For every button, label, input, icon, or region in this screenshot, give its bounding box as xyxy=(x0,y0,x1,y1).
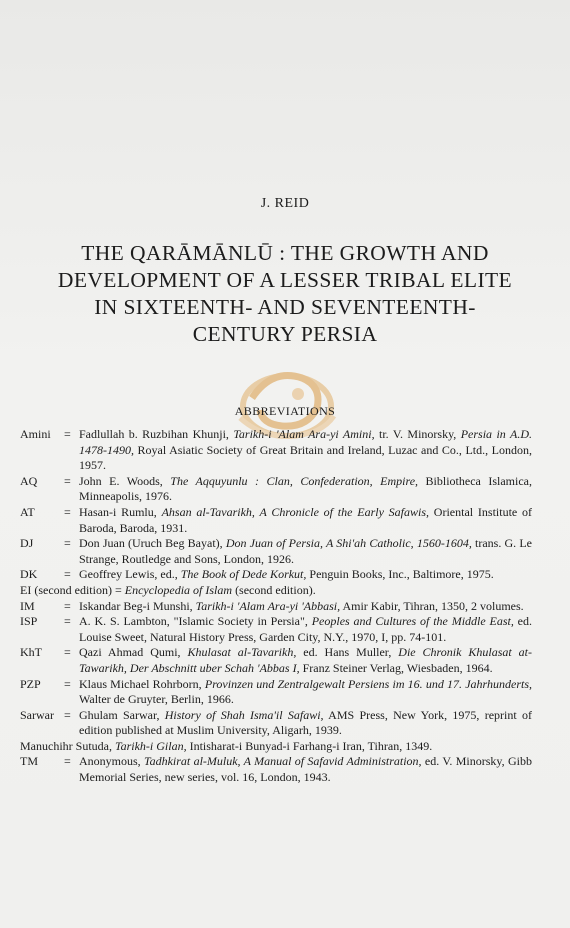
text-part: Intisharat-i Bunyad-i Farhang-i Iran, Tihran, 1349. xyxy=(186,738,433,753)
abbreviation-key: ISP xyxy=(20,614,38,629)
text-part: Bibliotheca Islamica, Minneapolis, 1976. xyxy=(79,473,532,504)
abbreviation-entry xyxy=(20,708,532,739)
italic-title: Don Juan of Persia, A Shi'ah Catholic, 1560-1604, xyxy=(225,536,472,551)
author-name: J. REID xyxy=(260,196,310,211)
abbreviation-key: AT xyxy=(20,504,35,519)
equals-sign: = xyxy=(64,707,71,722)
title-line: THE QARĀMĀNLŪ : THE GROWTH AND xyxy=(81,241,489,265)
abbreviation-key: Amini xyxy=(20,427,51,441)
abbreviation-text xyxy=(79,645,532,676)
italic-title: Die Chronik Khulasat at-Tawarikh, Der Abschnitt uber Schah 'Abbas I, xyxy=(79,645,532,675)
text-part: (second edition). xyxy=(232,582,316,597)
abbreviation-entry xyxy=(20,645,532,676)
text-part: Ghulam Sarwar, xyxy=(79,707,165,722)
abbreviation-key: DK xyxy=(20,567,38,582)
italic-title: Peoples and Cultures of the Middle East, xyxy=(311,614,514,629)
text-part: Qazi Ahmad Qumi, xyxy=(79,645,188,660)
article-title xyxy=(20,240,550,348)
text-part: Geoffrey Lewis, ed., xyxy=(79,567,181,582)
abbreviation-text xyxy=(79,567,532,583)
equals-sign: = xyxy=(64,567,71,582)
abbreviation-entry xyxy=(20,505,532,536)
abbreviation-key: TM xyxy=(20,754,38,769)
text-part: EI (second edition) = xyxy=(20,582,125,597)
text-part: Klaus Michael Rohrborn, xyxy=(79,676,205,691)
text-part: ed. Louise Sweet, Natural History Press, Garden City, N.Y., 1970, I, pp. 74-101. xyxy=(79,614,533,644)
abbreviation-key: KhT xyxy=(20,645,42,660)
text-part: Penguin Books, Inc., Baltimore, 1975. xyxy=(306,567,494,582)
italic-title: Tarikh-i Gilan, xyxy=(115,738,187,753)
abbreviation-text xyxy=(79,754,532,785)
italic-title: Khulasat al-Tavarikh, xyxy=(187,645,297,660)
abbreviation-text xyxy=(79,474,532,505)
text-part: Oriental Institute of Baroda, Baroda, 1931. xyxy=(79,504,533,535)
text-part: Manuchihr Sutuda, xyxy=(20,738,115,753)
text-part: A. K. S. Lambton, "Islamic Society in Persia", xyxy=(79,614,312,629)
text-part: Anonymous, xyxy=(79,754,144,769)
abbreviation-text xyxy=(79,536,532,567)
abbreviation-text xyxy=(79,708,532,739)
equals-sign: = xyxy=(64,614,71,629)
abbreviation-key: AQ xyxy=(20,473,38,488)
italic-title: History of Shah Isma'il Safawi, xyxy=(164,707,324,722)
text-part: Fadlullah b. Ruzbihan Khunji, xyxy=(79,427,234,441)
abbreviation-text xyxy=(79,614,532,645)
abbreviation-entry xyxy=(20,677,532,708)
abbreviation-entry xyxy=(20,599,532,615)
equals-sign: = xyxy=(64,536,71,551)
abbreviation-entry xyxy=(20,614,532,645)
equals-sign: = xyxy=(64,473,71,488)
text-part: Amir Kabir, Tihran, 1350, 2 volumes. xyxy=(340,598,524,613)
italic-title: Tadhkirat al-Muluk, A Manual of Safavid Administration, xyxy=(144,754,422,769)
italic-title: Persia in A.D. 1478-1490, xyxy=(79,427,532,457)
text-part: Franz Steiner Verlag, Wiesbaden, 1964. xyxy=(299,660,493,675)
text-part: AMS Press, New York, 1975, reprint of edition published at Muslim University, Aligarh, 1939. xyxy=(79,707,532,738)
abbreviation-key: PZP xyxy=(20,676,41,691)
italic-title: The Aqquyunlu : Clan, Confederation, Empire, xyxy=(170,473,419,488)
text-part: Don Juan (Uruch Beg Bayat), xyxy=(79,536,226,551)
italic-title: The Book of Dede Korkut, xyxy=(180,567,307,582)
abbreviation-text xyxy=(79,427,532,474)
italic-title: Tarikh-i 'Alam Ara-yi Amini, xyxy=(233,427,375,441)
abbreviation-text xyxy=(79,599,532,615)
abbreviation-entry xyxy=(20,474,532,505)
title-line: CENTURY PERSIA xyxy=(192,322,378,346)
italic-title: Ahsan al-Tavarikh, A Chronicle of the Early Safawis, xyxy=(161,504,430,519)
italic-title: Tarikh-i 'Alam Ara-yi 'Abbasi, xyxy=(195,598,341,613)
abbreviation-entry xyxy=(20,583,532,599)
text-part: Walter de Gruyter, Berlin, 1966. xyxy=(79,692,234,707)
title-line: DEVELOPMENT OF A LESSER TRIBAL ELITE xyxy=(57,268,513,292)
equals-sign: = xyxy=(64,598,71,613)
abbreviation-entry xyxy=(20,754,532,785)
equals-sign: = xyxy=(64,504,71,519)
italic-title: Encyclopedia of Islam xyxy=(124,582,233,597)
abbreviation-text xyxy=(79,677,532,708)
abbreviation-entry xyxy=(20,536,532,567)
abbreviation-key: Sarwar xyxy=(20,707,54,722)
title-line: IN SIXTEENTH- AND SEVENTEENTH- xyxy=(94,295,476,319)
abbreviation-entry xyxy=(20,427,532,474)
abbreviation-text xyxy=(20,583,532,599)
abbreviations-list xyxy=(20,427,532,786)
equals-sign: = xyxy=(64,427,71,441)
text-part: tr. V. Minorsky, xyxy=(374,427,461,441)
abbreviation-key: DJ xyxy=(20,536,34,551)
text-part: trans. G. Le Strange, Routledge and Sons, London, 1926. xyxy=(79,536,532,566)
abbreviation-entry xyxy=(20,739,532,755)
text-part: Royal Asiatic Society of Great Britain and Ireland, Luzac and Co., Ltd., London, 1957. xyxy=(79,442,532,473)
abbreviation-text xyxy=(20,739,532,755)
abbreviation-text xyxy=(79,505,532,536)
abbreviation-entry xyxy=(20,567,532,583)
abbreviation-key: IM xyxy=(20,598,35,613)
text-part: Hasan-i Rumlu, xyxy=(79,504,162,519)
equals-sign: = xyxy=(64,754,71,769)
abbreviations-heading: ABBREVIATIONS xyxy=(234,404,336,418)
text-part: John E. Woods, xyxy=(79,473,171,488)
italic-title: Provinzen und Zentralgewalt Persiens im 16. und 17. Jahrhunderts, xyxy=(204,676,533,691)
text-part: Iskandar Beg-i Munshi, xyxy=(79,598,196,613)
equals-sign: = xyxy=(64,645,71,660)
text-part: ed. V. Minorsky, Gibb Memorial Series, new series, vol. 16, London, 1943. xyxy=(79,754,532,785)
equals-sign: = xyxy=(64,676,71,691)
text-part: ed. Hans Muller, xyxy=(296,645,399,660)
